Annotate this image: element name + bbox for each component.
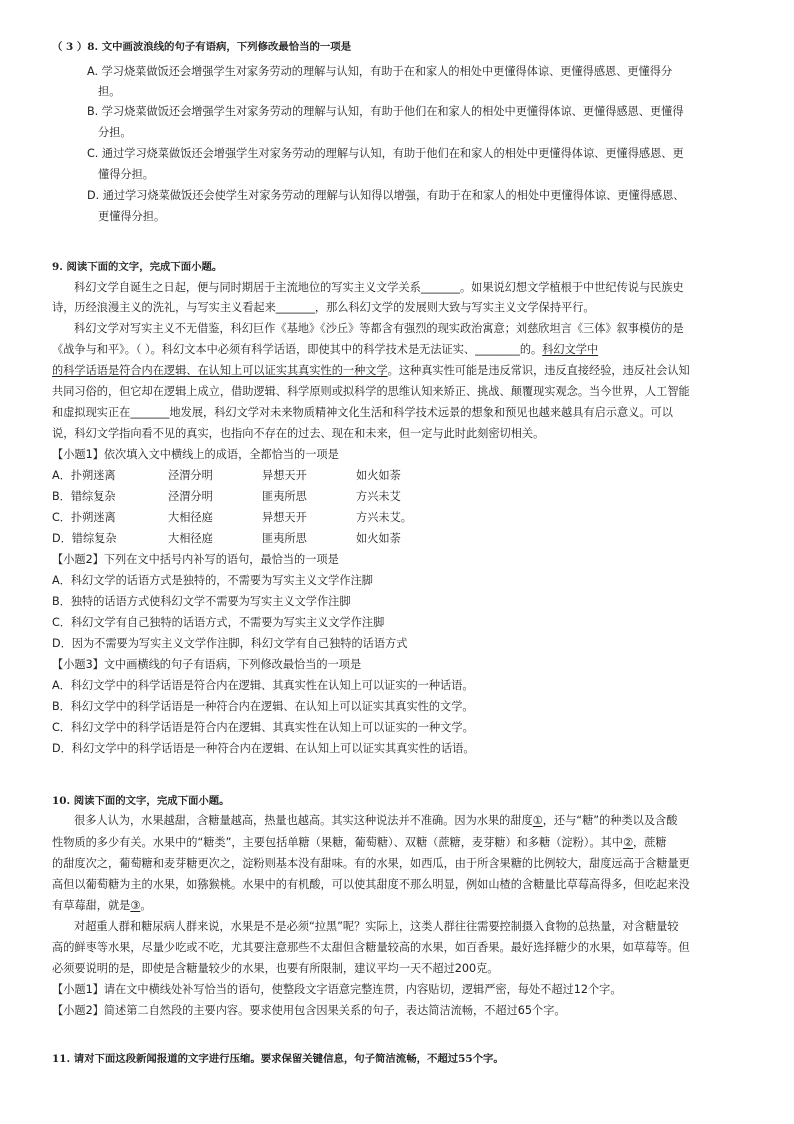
q8-stem: （ 3 ）8. 文中画波浪线的句子有语病，下列修改最恰当的一项是 [52, 41, 352, 53]
q10-passage-line: 必须要说明的是，即使是含糖量较少的水果，也要有所限制，建议平均一天不超过200克。 [52, 962, 499, 975]
q9-sub3-option-a[interactable]: A．科幻文学中的科学话语是符合内在逻辑、其真实性在认知上可以证实的一种话语。 [52, 679, 474, 692]
q9-sub2-option-c[interactable]: C．科幻文学有自己独特的话语方式，不需要为写实主义文学作注脚 [52, 616, 385, 629]
q10-passage-line: 高的鲜枣等水果，尽量少吃或不吃，尤其要注意那些不太甜但含糖量较高的水果，如百香果。最好选择糖少的水果，如草莓等。但 [52, 941, 690, 954]
q9-passage-line: 科幻文学自诞生之日起，便与同时期居于主流地位的写实主义文学关系_______。如果说幻想文学植根于中世纪传说与民族史 [74, 281, 684, 294]
q9-sub3-stem: 【小题3】文中画横线的句子有语病，下列修改最恰当的一项是 [52, 658, 362, 671]
q8-option-d: D. 通过学习烧菜做饭还会使学生对家务劳动的理解与认知得以增强，有助于在和家人的相处中更懂得体谅、更懂得感恩、 [87, 189, 685, 202]
blank-marker-2[interactable]: ② [622, 836, 633, 849]
q9-sub3-option-b[interactable]: B．科幻文学中的科学话语是一种符合内在逻辑、在认知上可以证实其真实性的文学。 [52, 700, 474, 713]
blank-2[interactable]: _______ [275, 301, 315, 314]
q8-option-a-cont: 担。 [98, 85, 121, 98]
blank-4[interactable]: _______ [130, 406, 170, 419]
q9-passage-line: 说，科幻文学指向看不见的真实，也指向不存在的过去、现在和未来，但一定与此时此刻密切相关。 [52, 427, 545, 440]
q9-sub3-option-c[interactable]: C．科幻文学中的科学话语是符合内在逻辑、其真实性在认知上可以证实的一种文学。 [52, 721, 474, 734]
blank-3[interactable]: ________ [475, 343, 520, 356]
q10-passage-line: 高但以葡萄糖为主的水果，如猕猴桃。水果中的有机酸，可以使其甜度不那么明显，例如山楂的含糖量比草莓高得多，但吃起来没 [52, 878, 690, 891]
q9-passage-line: 《战争与和平》。（ ）。科幻文本中必须有科学话语，即使其中的科学技术是无法证实、________的。科幻文学中 [52, 343, 599, 356]
q10-sub1: 【小题1】请在文中横线处补写恰当的语句，使整段文字语意完整连贯，内容贴切，逻辑严密，每处不超过12个字。 [52, 983, 622, 996]
q10-passage-line: 对超重人群和糖尿病人群来说，水果是不是必须“拉黑”呢？实际上，这类人群往往需要控制摄入食物的总热量，对含糖量较 [74, 920, 679, 933]
blank-marker-1[interactable]: ① [532, 814, 543, 827]
q9-passage-line: 共同习俗的，但它却在逻辑上成立，借助逻辑、科学原则或拟科学的思维认知来矫正、挑战、颠覆现实观念。当今世界，人工智能 [52, 385, 690, 398]
q10-sub2: 【小题2】简述第二自然段的主要内容。要求使用包含因果关系的句子，表达简洁流畅，不超过65个字。 [52, 1004, 566, 1017]
q8-option-d-cont: 更懂得分担。 [98, 210, 166, 223]
q8-option-a: A. 学习烧菜做饭还会增强学生对家务劳动的理解与认知，有助于在和家人的相处中更懂得体谅、更懂得感恩、更懂得分 [87, 65, 673, 78]
q9-sub2-option-b[interactable]: B．独特的话语方式使科幻文学不需要为写实主义文学作注脚 [52, 595, 351, 608]
underlined-sentence: 的科学话语是符合内在逻辑、在认知上可以证实其真实性的一种文学 [52, 364, 388, 377]
q9-passage-line: 的科学话语是符合内在逻辑、在认知上可以证实其真实性的一种文学。这种真实性可能是违反常识，违反直接经验，违反社会认知 [52, 364, 690, 377]
blank-marker-3[interactable]: ③ [130, 899, 141, 912]
q8-option-c-cont: 懂得分担。 [98, 168, 154, 181]
blank-1[interactable]: _______ [420, 281, 460, 294]
q10-stem: 10. 阅读下面的文字，完成下面小题。 [52, 795, 230, 807]
q9-sub2-stem: 【小题2】下列在文中括号内补写的语句，最恰当的一项是 [52, 553, 339, 566]
q9-sub2-option-d[interactable]: D．因为不需要为写实主义文学作注脚，科幻文学有自己独特的话语方式 [52, 637, 408, 650]
q11-stem: 11. 请对下面这段新闻报道的文字进行压缩。要求保留关键信息，句子简洁流畅，不超过55个字。 [52, 1053, 504, 1065]
q9-passage-line: 科幻文学对写实主义不无借鉴，科幻巨作《基地》《沙丘》等都含有强烈的现实政治寓意；刘慈欣坦言《三体》叙事模仿的是 [74, 322, 684, 335]
underlined-sentence: 科幻文学中 [542, 343, 599, 356]
q9-sub1-stem: 【小题1】依次填入文中横线上的成语，全都恰当的一项是 [52, 448, 339, 461]
exam-page: （ 3 ）8. 文中画波浪线的句子有语病，下列修改最恰当的一项是 A. 学习烧菜做饭还会增强学生对家务劳动的理解与认知，有助于在和家人的相处中更懂得体谅、更懂得感恩、更懂得分 担。 B. 学习烧菜做饭还会增强学生对家务劳动的理解与认知，有助于他们在和家人的相处中更懂得体谅、更懂得感恩、更懂得 分担。 C. 通过学习烧菜做饭还会增强学生对家务劳动的理解与认知，有助于他们在和家人的相处中更懂得体谅、更懂得感恩、更 懂得分担。 D. 通过学习烧菜做饭还会使学生对家务劳动的理解与认知得以增强，有助于在和家人的相处中更懂得体谅、更懂得感恩、 更懂得分担。 9. 阅读下面的文字，完成下面小题。 科幻文学自诞生之日起，便与同时期居于主流地位的写实主义文学关系_______。如果说幻想文学植根于中世纪传说与民族史 诗，历经浪漫主义的洗礼，与写实主义看起来_______，那么科幻文学的发展则大致与写实主义文学保持平行。 科幻文学对写实主义不无借鉴，科幻巨作《基地》《沙丘》等都含有强烈的现实政治寓意；刘慈欣坦言《三体》叙事模仿的是 《战争与和平》。（ ）。科幻文本中必须有科学话语，即使其中的科学技术是无法证实、________的。科幻文学中 的科学话语是符合内在逻辑、在认知上可以证实其真实性的一种文学。这种真实性可能是违反常识，违反直接经验，违反社会认知 共同习俗的，但它却在逻辑上成立，借助逻辑、科学原则或拟科学的思维认知来矫正、挑战、颠覆现实观念。当今世界，人工智能 和虚拟现实正在_______地发展，科幻文学对未来物质精神文化生活和科学技术远景的想象和预见也越来越具有启示意义。可以 说，科幻文学指向看不见的真实，也指向不存在的过去、现在和未来，但一定与此时此刻密切相关。 【小题1】依次填入文中横线上的成语，全都恰当的一项是 A．扑朔迷离 泾渭分明 异想天开 如火如荼 B．错综复杂 泾渭分明 匪夷所思 方兴未艾 C．扑朔迷离 大相径庭 异想天开 方兴未艾。 D．错综复杂 大相径庭 匪夷所思 如火如荼 【小题2】下列在文中括号内补写的语句，最恰当的一项是 A．科幻文学的话语方式是独特的，不需要为写实主义文学作注脚 B．独特的话语方式使科幻文学不需要为写实主义文学作注脚 C．科幻文学有自己独特的话语方式，不需要为写实主义文学作注脚 D．因为不需要为写实主义文学作注脚，科幻文学有自己独特的话语方式 【小题3】文中画横线的句子有语病，下列修改最恰当的一项是 A．科幻文学中的科学话语是符合内在逻辑、其真实性在认知上可以证实的一种话语。 B．科幻文学中的科学话语是一种符合内在逻辑、在认知上可以证实其真实性的文学。 C．科幻文学中的科学话语是符合内在逻辑、其真实性在认知上可以证实的一种文学。 D．科幻文学中的科学话语是一种符合内在逻辑、在认知上可以证实其真实性的话语。 10. 阅读下面的文字，完成下面小题。 很多人认为，水果越甜，含糖量越高，热量也越高。其实这种说法并不准确。因为水果的甜度①，还与“糖”的种类以及含酸 性物质的多少有关。水果中的“糖类”，主要包括单糖（果糖，葡萄糖）、双糖（蔗糖，麦芽糖）和多糖（淀粉）。其中②，蔗糖 的甜度次之，葡萄糖和麦芽糖更次之，淀粉则基本没有甜味。有的水果，如西瓜，由于所含果糖的比例较大，甜度远高于含糖量更 高但以葡萄糖为主的水果，如猕猴桃。水果中的有机酸，可以使其甜度不那么明显，例如山楂的含糖量比草莓高得多，但吃起来没 有草莓甜，就是③。 对超重人群和糖尿病人群来说，水果是不是必须“拉黑”呢？实际上，这类人群往往需要控制摄入食物的总热量，对含糖量较 高的鲜枣等水果，尽量少吃或不吃，尤其要注意那些不太甜但含糖量较高的水果，如百香果。最好选择糖少的水果，如草莓等。但 必须要说明的是，即使是含糖量较少的水果，也要有所限制，建议平均一天不超过200克。 【小题1】请在文中横线处补写恰当的语句，使整段文字语意完整连贯，内容贴切，逻辑严密，每处不超过12个字。 【小题2】简述第二自然段的主要内容。要求使用包含因果关系的句子，表达简洁流畅，不超过65个字。 11. 请对下面这段新闻报道的文字进行压缩。要求保留关键信息，句子简洁流畅，不超过55个字。 [52, 41, 690, 1065]
q10-passage-line: 性物质的多少有关。水果中的“糖类”，主要包括单糖（果糖，葡萄糖）、双糖（蔗糖，麦芽糖）和多糖（淀粉）。其中②，蔗糖 [52, 836, 667, 849]
q9-sub3-option-d[interactable]: D．科幻文学中的科学话语是一种符合内在逻辑、在认知上可以证实其真实性的话语。 [52, 742, 475, 755]
q9-stem: 9. 阅读下面的文字，完成下面小题。 [52, 261, 223, 273]
q9-passage-line: 诗，历经浪漫主义的洗礼，与写实主义看起来_______，那么科幻文学的发展则大致与写实主义文学保持平行。 [52, 301, 595, 314]
q10-passage-line: 的甜度次之，葡萄糖和麦芽糖更次之，淀粉则基本没有甜味。有的水果，如西瓜，由于所含果糖的比例较大，甜度远高于含糖量更 [52, 857, 690, 870]
q10-passage-line: 有草莓甜，就是③。 [52, 899, 152, 912]
q9-sub2-option-a[interactable]: A．科幻文学的话语方式是独特的，不需要为写实主义文学作注脚 [52, 574, 373, 587]
q8-option-c: C. 通过学习烧菜做饭还会增强学生对家务劳动的理解与认知，有助于他们在和家人的相处中更懂得体谅、更懂得感恩、更 [87, 147, 684, 160]
q10-passage-line: 很多人认为，水果越甜，含糖量越高，热量也越高。其实这种说法并不准确。因为水果的甜度①，还与“糖”的种类以及含酸 [74, 814, 678, 827]
q9-passage-line: 和虚拟现实正在_______地发展，科幻文学对未来物质精神文化生活和科学技术远景的想象和预见也越来越具有启示意义。可以 [52, 406, 673, 419]
q8-option-b-cont: 分担。 [98, 126, 132, 139]
q8-option-b: B. 学习烧菜做饭还会增强学生对家务劳动的理解与认知，有助于他们在和家人的相处中更懂得体谅、更懂得感恩、更懂得 [87, 105, 684, 118]
